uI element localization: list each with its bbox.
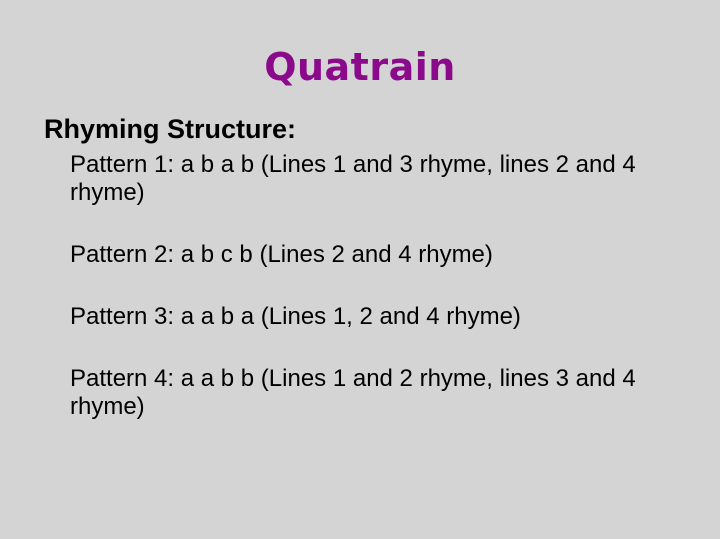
slide-body [0, 86, 720, 422]
list-item: Pattern 2: a b c b (Lines 2 and 4 rhyme) [70, 241, 493, 269]
pattern-list [44, 151, 690, 421]
list-item: Pattern 1: a b a b (Lines 1 and 3 rhyme, lines 2 and 4 rhyme) [70, 151, 636, 207]
list-item: Pattern 4: a a b b (Lines 1 and 2 rhyme, lines 3 and 4 rhyme) [70, 365, 636, 421]
list-item: Pattern 3: a a b a (Lines 1, 2 and 4 rhyme) [70, 303, 521, 331]
page-title: Quatrain [264, 45, 456, 89]
section-heading: Rhyming Structure: [44, 114, 297, 144]
